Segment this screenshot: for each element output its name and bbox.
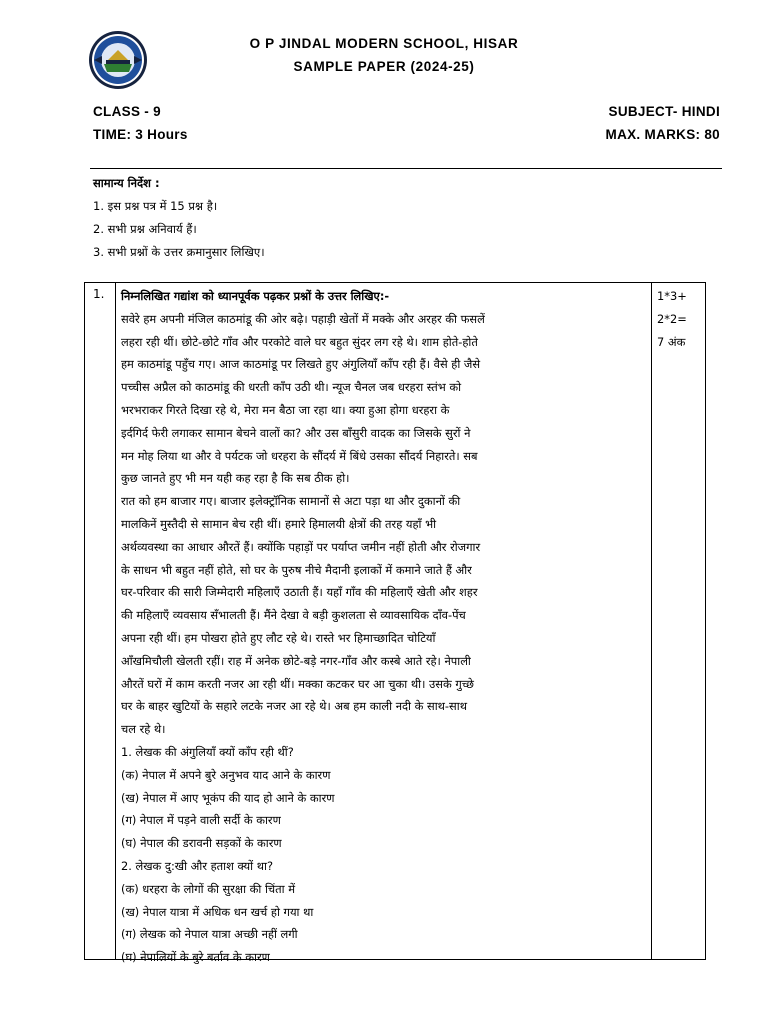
- answer-option: (ग) नेपाल में पड़ने वाली सर्दी के कारण: [121, 813, 281, 828]
- passage-line: अपना रही थीं। हम पोखरा होते हुए लौट रहे थे। रास्ते भर हिमाच्छादित चोटियाँ: [121, 630, 436, 645]
- passage-line: कुछ जानते हुए भी मन यही कह रहा है कि सब ठीक हो।: [121, 471, 350, 486]
- max-marks-label: MAX. MARKS: 80: [605, 127, 720, 142]
- passage-line: सवेरे हम अपनी मंजिल काठमांडू की ओर बढ़े। पहाड़ी खेतों में मक्के और अरहर की फसलें: [121, 311, 485, 326]
- question-table: [84, 282, 706, 965]
- marks-line: 7 अंक: [657, 334, 686, 349]
- instruction-item: 1. इस प्रश्न पत्र में 15 प्रश्न है।: [93, 199, 218, 213]
- instruction-item: 2. सभी प्रश्न अनिवार्य हैं।: [93, 222, 197, 236]
- passage-line: मन मोह लिया था और वे पर्यटक जो धरहरा के सौंदर्य में बिंधे उसका सौंदर्य निहारते। सब: [121, 448, 478, 463]
- table-divider: [115, 283, 116, 959]
- passage-line: इर्दगिर्द फेरी लगाकर सामान बेचने वालों का? और उस बाँसुरी वादक का जिसके सुरों ने: [121, 425, 471, 440]
- marks-column: [657, 285, 703, 353]
- marks-line: 1*3+: [657, 289, 687, 303]
- passage-line: अर्थव्यवस्था का आधार औरतें हैं। क्योंकि पहाड़ों पर पर्याप्त जमीन नहीं होती और रोजगार: [121, 539, 481, 554]
- sub-question-1: [121, 741, 645, 855]
- paper-title: SAMPLE PAPER (2024-25): [293, 59, 475, 74]
- marks-line: 2*2=: [657, 311, 687, 326]
- table-divider: [651, 283, 652, 959]
- answer-option: (क) धरहरा के लोगों की सुरक्षा की चिंता में: [121, 881, 296, 896]
- passage-line: चल रहे थे।: [121, 722, 166, 737]
- time-label: TIME: 3 Hours: [93, 127, 188, 142]
- passage-line: औरतें घरों में काम करती नजर आ रही थीं। मक्का कटकर घर आ चुका थी। उसके गुच्छे: [121, 676, 474, 691]
- passage-line: आँखमिचौली खेलती रहीं। राह में अनेक छोटे-बड़े नगर-गाँव और कस्बे आते रहे। नेपाली: [121, 653, 471, 668]
- answer-option: (घ) नेपालियों के बुरे बर्ताव के कारण: [121, 950, 270, 965]
- passage: [121, 308, 645, 741]
- passage-line: रात को हम बाजार गए। बाजार इलेक्ट्रॉनिक सामानों से अटा पड़ा था और दुकानों की: [121, 494, 461, 509]
- passage-line: पच्चीस अप्रैल को काठमांडू की धरती काँप उठी थी। न्यूज चैनल जब धरहरा स्तंभ को: [121, 380, 462, 395]
- answer-option: (ग) लेखक को नेपाल यात्रा अच्छी नहीं लगी: [121, 927, 298, 942]
- instructions-heading: सामान्य निर्देश :: [93, 176, 160, 190]
- school-name: O P JINDAL MODERN SCHOOL, HISAR: [249, 36, 519, 51]
- question-body: [121, 285, 645, 969]
- passage-line: हम काठमांडू पहुँच गए। आज काठमांडू पर लिखते हुए अंगुलियाँ काँप रही हैं। वैसे ही जैसे: [121, 357, 481, 372]
- passage-line: मालकिनें मुस्तैदी से सामान बेच रही थीं। हमारे हिमालयी क्षेत्रों की तरह यहाँ भी: [121, 516, 437, 531]
- subject-label: SUBJECT- HINDI: [608, 104, 720, 119]
- answer-option: (क) नेपाल में अपने बुरे अनुभव याद आने के कारण: [121, 767, 331, 782]
- answer-option: (घ) नेपाल की डरावनी सड़कों के कारण: [121, 836, 282, 851]
- passage-line: घर-परिवार की सारी जिम्मेदारी महिलाएँ उठाती हैं। यहाँ गाँव की महिलाएँ खेती और शहर: [121, 585, 478, 600]
- answer-option: (ख) नेपाल में आए भूकंप की याद हो आने के कारण: [121, 790, 335, 805]
- question-number: 1.: [93, 287, 105, 301]
- passage-line: घर के बाहर खुटियों के सहारे लटके नजर आ रहे थे। अब हम काली नदी के साथ-साथ: [121, 699, 467, 714]
- instruction-item: 3. सभी प्रश्नों के उत्तर क्रमानुसार लिखिए।: [93, 245, 265, 259]
- passage-line: लहरा रही थीं। छोटे-छोटे गाँव और परकोटे वाले घर बहुत सुंदर लग रहे थे। शाम होते-होते: [121, 334, 478, 349]
- general-instructions: [93, 172, 693, 264]
- class-label: CLASS - 9: [93, 104, 161, 119]
- sub-question-prompt: 1. लेखक की अंगुलियाँ क्यों काँप रही थीं?: [121, 744, 294, 759]
- passage-line: की महिलाएँ व्यवसाय सँभालती हैं। मैंने देखा वे बड़ी कुशलता से व्यावसायिक दाँव-पेंच: [121, 608, 466, 623]
- passage-line: के साधन भी बहुत नहीं होते, सो घर के पुरुष नीचे मैदानी इलाकों में कमाने जाते हैं और: [121, 562, 472, 577]
- sub-question-2: [121, 855, 645, 969]
- header-divider: [90, 168, 722, 169]
- passage-line: भरभराकर गिरते दिखा रहे थे, मेरा मन बैठा जा रहा था। क्या हुआ होगा धरहरा के: [121, 402, 450, 417]
- question-instruction: निम्नलिखित गद्यांश को ध्यानपूर्वक पढ़कर प्रश्नों के उत्तर लिखिए:-: [121, 289, 390, 303]
- sub-question-prompt: 2. लेखक दु:खी और हताश क्यों था?: [121, 858, 274, 873]
- answer-option: (ख) नेपाल यात्रा में अधिक धन खर्च हो गया था: [121, 904, 314, 919]
